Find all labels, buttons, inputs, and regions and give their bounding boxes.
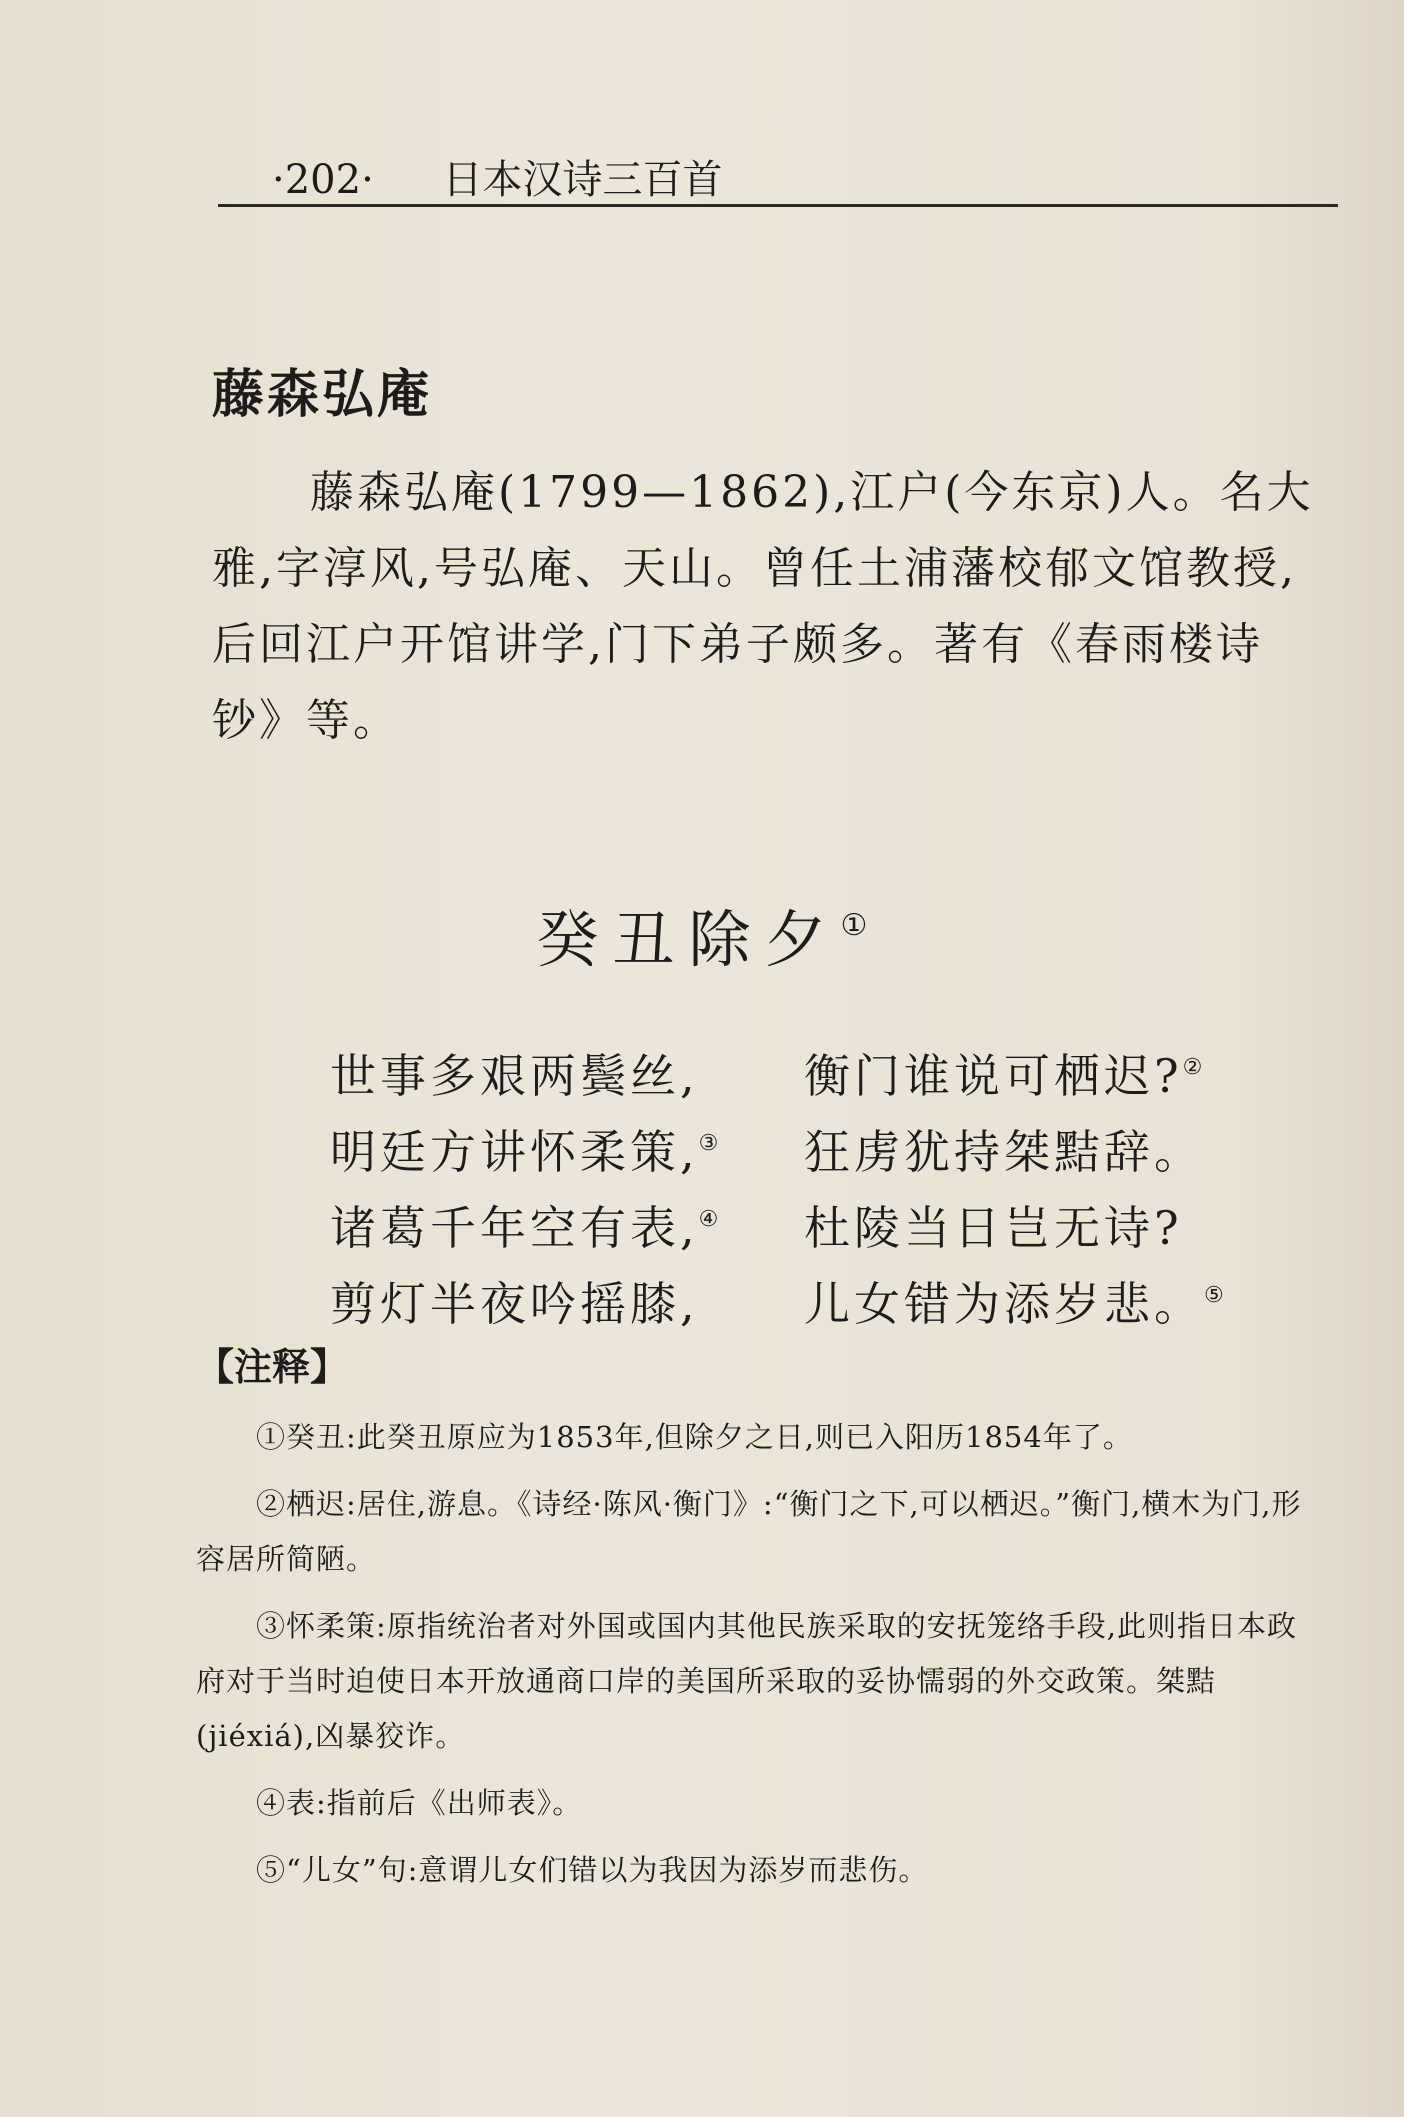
poem-line-right (804, 1268, 1224, 1334)
note-item: ②栖迟:居住,游息。《诗经·陈风·衡门》:“衡门之下,可以栖迟。”衡门,横木为门,形容居所简陋。 (196, 1487, 1302, 1576)
poem-body (330, 1040, 1330, 1344)
note-item: ③怀柔策:原指统治者对外国或国内其他民族采取的安抚笼络手段,此则指日本政府对于当时迫使日本开放通商口岸的美国所采取的妥协懦弱的外交政策。桀黠(jiéxiá),凶暴狡诈。 (196, 1609, 1297, 1753)
author-bio-text: 藤森弘庵(1799—1862),江户(今东京)人。名大雅,字淳风,号弘庵、天山。曾任土浦藩校郁文馆教授,后回江户开馆讲学,门下弟子颇多。著有《春雨楼诗钞》等。 (212, 467, 1314, 746)
verse-text: 世事多艰两鬓丝, (330, 1049, 699, 1103)
poem-line (330, 1192, 1330, 1268)
poem-title-note: ① (840, 908, 868, 943)
footnote-mark: ⑤ (1204, 1283, 1224, 1308)
poem-line-right (804, 1040, 1202, 1106)
verse-text: 明廷方讲怀柔策, (330, 1125, 699, 1179)
poem-line-left (330, 1192, 718, 1258)
book-title: 日本汉诗三百首 (442, 157, 723, 203)
note-item: ⑤“儿女”句:意谓儿女们错以为我因为添岁而悲伤。 (256, 1853, 929, 1887)
verse-text: 剪灯半夜吟摇膝, (330, 1277, 699, 1331)
header-rule (218, 204, 1338, 207)
verse-text: 衡门谁说可栖迟? (804, 1049, 1183, 1103)
footnote-mark: ② (1182, 1055, 1203, 1080)
poem-line (330, 1040, 1330, 1116)
running-header (272, 148, 723, 205)
poem-line-left (330, 1268, 699, 1334)
author-bio (212, 455, 1332, 759)
poem-line-right (804, 1116, 1204, 1182)
poem-line (330, 1116, 1330, 1192)
author-name: 藤森弘庵 (212, 365, 433, 425)
note-item: ①癸丑:此癸丑原应为1853年,但除夕之日,则已入阳历1854年了。 (256, 1420, 1133, 1454)
poem-title-text: 癸丑除夕 (536, 903, 841, 976)
poem-line-right (804, 1192, 1183, 1258)
verse-text: 诸葛千年空有表, (330, 1201, 699, 1255)
notes-heading: 【注释】 (196, 1345, 349, 1389)
poem-title (0, 890, 1404, 979)
footnote-mark: ③ (698, 1131, 719, 1156)
footnote-mark: ④ (698, 1207, 719, 1232)
verse-text: 儿女错为添岁悲。 (804, 1277, 1204, 1331)
poem-line-left (330, 1116, 718, 1182)
verse-text: 杜陵当日岂无诗? (804, 1201, 1183, 1255)
notes-list (196, 1410, 1322, 1910)
page-number: ·202· (272, 157, 374, 203)
verse-text: 狂虏犹持桀黠辞。 (804, 1125, 1204, 1179)
poem-line-left (330, 1040, 699, 1106)
note-item: ④表:指前后《出师表》。 (256, 1786, 583, 1820)
poem-line (330, 1268, 1330, 1344)
